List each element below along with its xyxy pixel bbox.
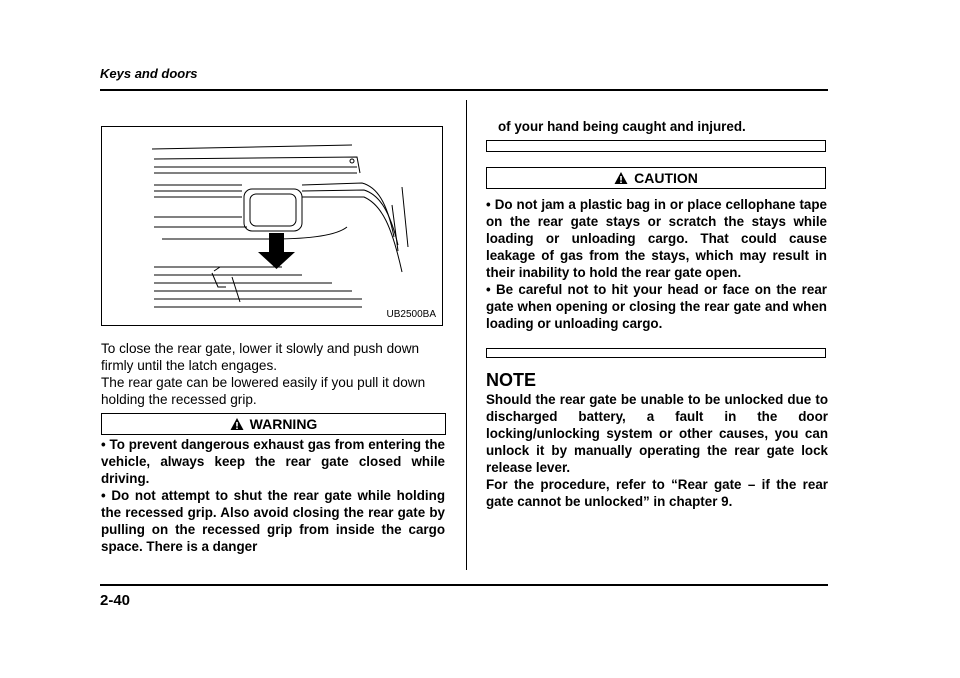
column-divider — [466, 100, 467, 570]
bullet-icon: • — [101, 488, 106, 503]
note-paragraph: Should the rear gate be unable to be unlocked due to discharged battery, a fault in the door locking/unlocking system or other causes, you can unlock it by manually operating the rear gate lock release lever. — [486, 392, 828, 475]
warning-body — [101, 436, 445, 555]
recessed-grip-paragraph: The rear gate can be lowered easily if you pull it down holding the recessed grip. — [101, 375, 426, 407]
warning-item — [101, 436, 445, 487]
warning-header — [101, 413, 446, 435]
bullet-icon: • — [486, 282, 491, 297]
warning-item-text: Do not attempt to shut the rear gate while holding the recessed grip. Also avoid closing the rear gate by pulling on the recessed grip from inside the cargo space. There is a danger — [101, 488, 445, 554]
caution-box-end — [486, 348, 826, 358]
header-section-title: Keys and doors — [100, 66, 198, 81]
footer-rule — [100, 584, 828, 586]
warning-continuation: of your hand being caught and injured. — [498, 119, 746, 134]
caution-item-text: Do not jam a plastic bag in or place cellophane tape on the rear gate stays or scratch the stays while loading or unloading cargo. That could cause leakage of gas from the stays, which may result in their inability to hold the rear gate open. — [486, 197, 827, 280]
caution-item-text: Be careful not to hit your head or face on the rear gate when opening or closing the rear gate and when loading or unloading cargo. — [486, 282, 827, 331]
warning-item-text: To prevent dangerous exhaust gas from entering the vehicle, always keep the rear gate closed while driving. — [101, 437, 445, 486]
bullet-icon: • — [101, 437, 106, 452]
note-body — [486, 391, 828, 510]
header-rule — [100, 89, 828, 91]
figure-code-label: UB2500BA — [386, 309, 436, 320]
note-title: NOTE — [486, 370, 537, 390]
warning-box-end — [486, 140, 826, 152]
caution-body — [486, 196, 827, 332]
caution-item — [486, 196, 827, 281]
note-paragraph: For the procedure, refer to “Rear gate – if the rear gate cannot be unlocked” in chapter 9. — [486, 477, 828, 509]
rear-gate-drawing — [102, 127, 442, 325]
close-rear-gate-paragraph: To close the rear gate, lower it slowly and push down firmly until the latch engages. — [101, 341, 420, 373]
bullet-icon: • — [486, 197, 491, 212]
warning-triangle-icon — [230, 417, 244, 431]
caution-title: CAUTION — [634, 170, 698, 186]
page-number: 2-40 — [100, 592, 131, 609]
warning-title: WARNING — [249, 416, 318, 432]
caution-header — [486, 167, 826, 189]
rear-gate-illustration — [101, 126, 443, 326]
warning-item — [101, 487, 445, 555]
caution-triangle-icon — [614, 171, 628, 185]
caution-item — [486, 281, 827, 332]
